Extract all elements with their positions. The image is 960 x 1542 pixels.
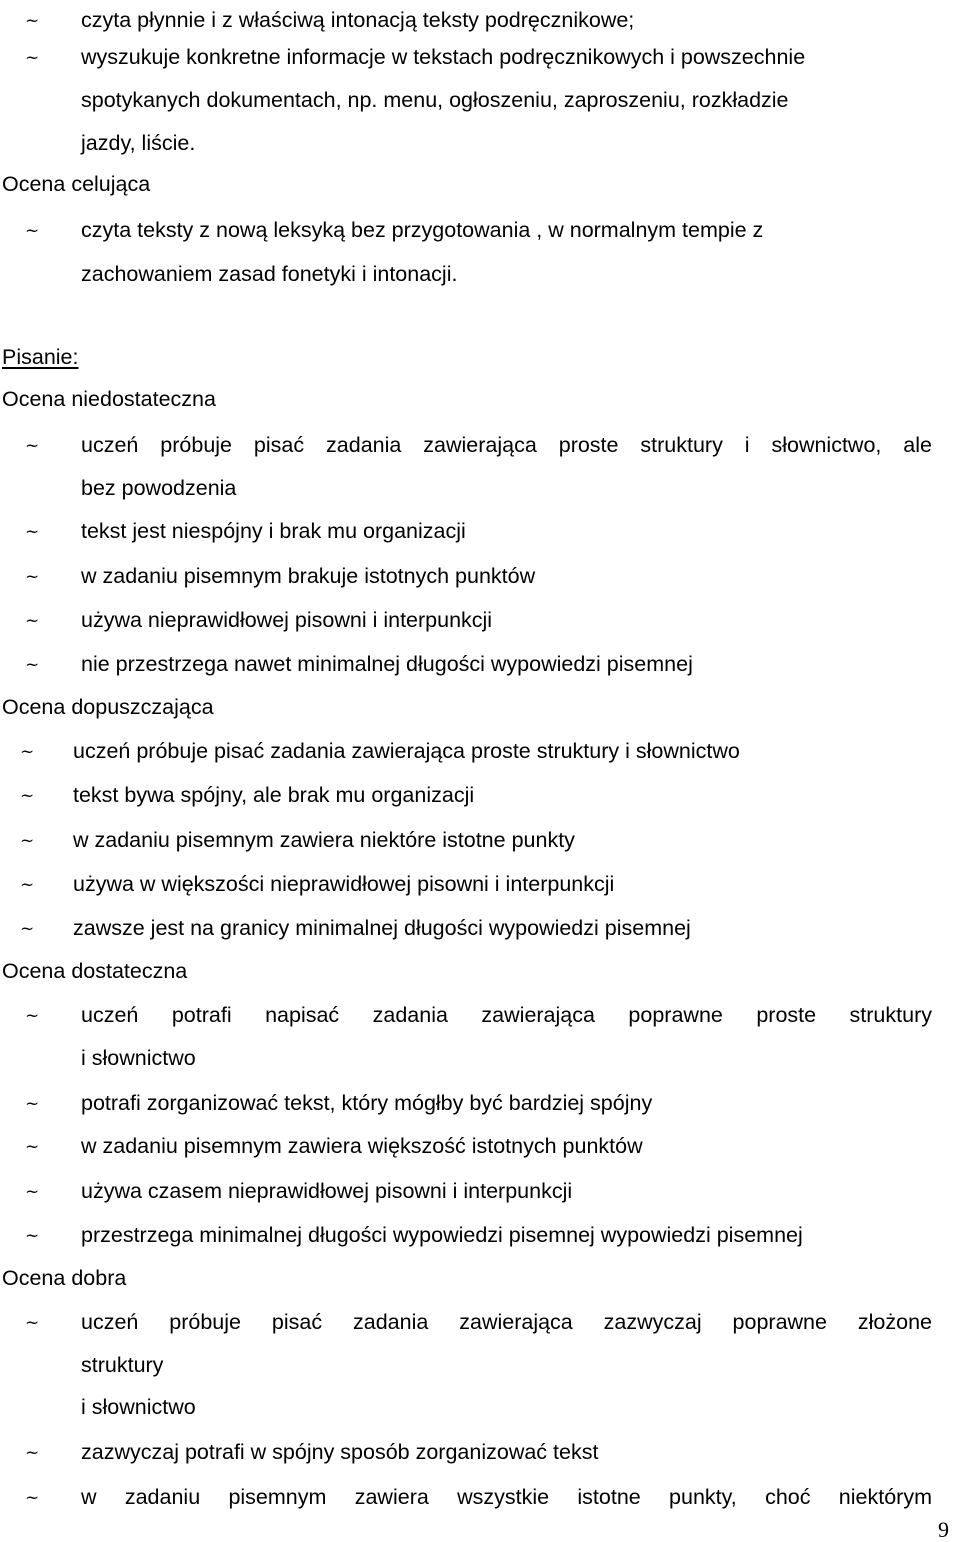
- tilde-bullet-icon: ~: [25, 48, 40, 68]
- tilde-bullet-icon: ~: [20, 875, 35, 895]
- tilde-bullet-icon: ~: [25, 567, 40, 587]
- tilde-bullet-icon: ~: [25, 11, 40, 31]
- tilde-bullet-icon: ~: [20, 742, 35, 762]
- list-item-continuation: zachowaniem zasad fonetyki i intonacji.: [81, 262, 458, 286]
- tilde-bullet-icon: ~: [25, 1094, 40, 1114]
- tilde-bullet-icon: ~: [20, 919, 35, 939]
- section-heading: Ocena dobra: [2, 1266, 127, 1290]
- tilde-bullet-icon: ~: [25, 611, 40, 631]
- tilde-bullet-icon: ~: [25, 1488, 40, 1508]
- tilde-bullet-icon: ~: [20, 786, 35, 806]
- tilde-bullet-icon: ~: [25, 436, 40, 456]
- tilde-bullet-icon: ~: [25, 1182, 40, 1202]
- list-item-continuation: i słownictwo: [81, 1395, 196, 1419]
- tilde-bullet-icon: ~: [25, 1226, 40, 1246]
- list-item-continuation: struktury: [81, 1353, 164, 1377]
- tilde-bullet-icon: ~: [25, 522, 40, 542]
- list-item-continuation: i słownictwo: [81, 1046, 196, 1070]
- tilde-bullet-icon: ~: [25, 655, 40, 675]
- tilde-bullet-icon: ~: [25, 1313, 40, 1333]
- tilde-bullet-icon: ~: [25, 221, 40, 241]
- page-number: 9: [938, 1517, 949, 1542]
- section-heading: Ocena celująca: [2, 172, 151, 196]
- section-heading: Ocena dopuszczająca: [2, 695, 214, 719]
- section-heading: Ocena dostateczna: [2, 959, 188, 983]
- tilde-bullet-icon: ~: [20, 831, 35, 851]
- tilde-bullet-icon: ~: [25, 1443, 40, 1463]
- list-item-continuation: bez powodzenia: [81, 476, 237, 500]
- section-heading: Ocena niedostateczna: [2, 387, 216, 411]
- tilde-bullet-icon: ~: [25, 1006, 40, 1026]
- section-title: Pisanie:: [2, 345, 79, 369]
- tilde-bullet-icon: ~: [25, 1137, 40, 1157]
